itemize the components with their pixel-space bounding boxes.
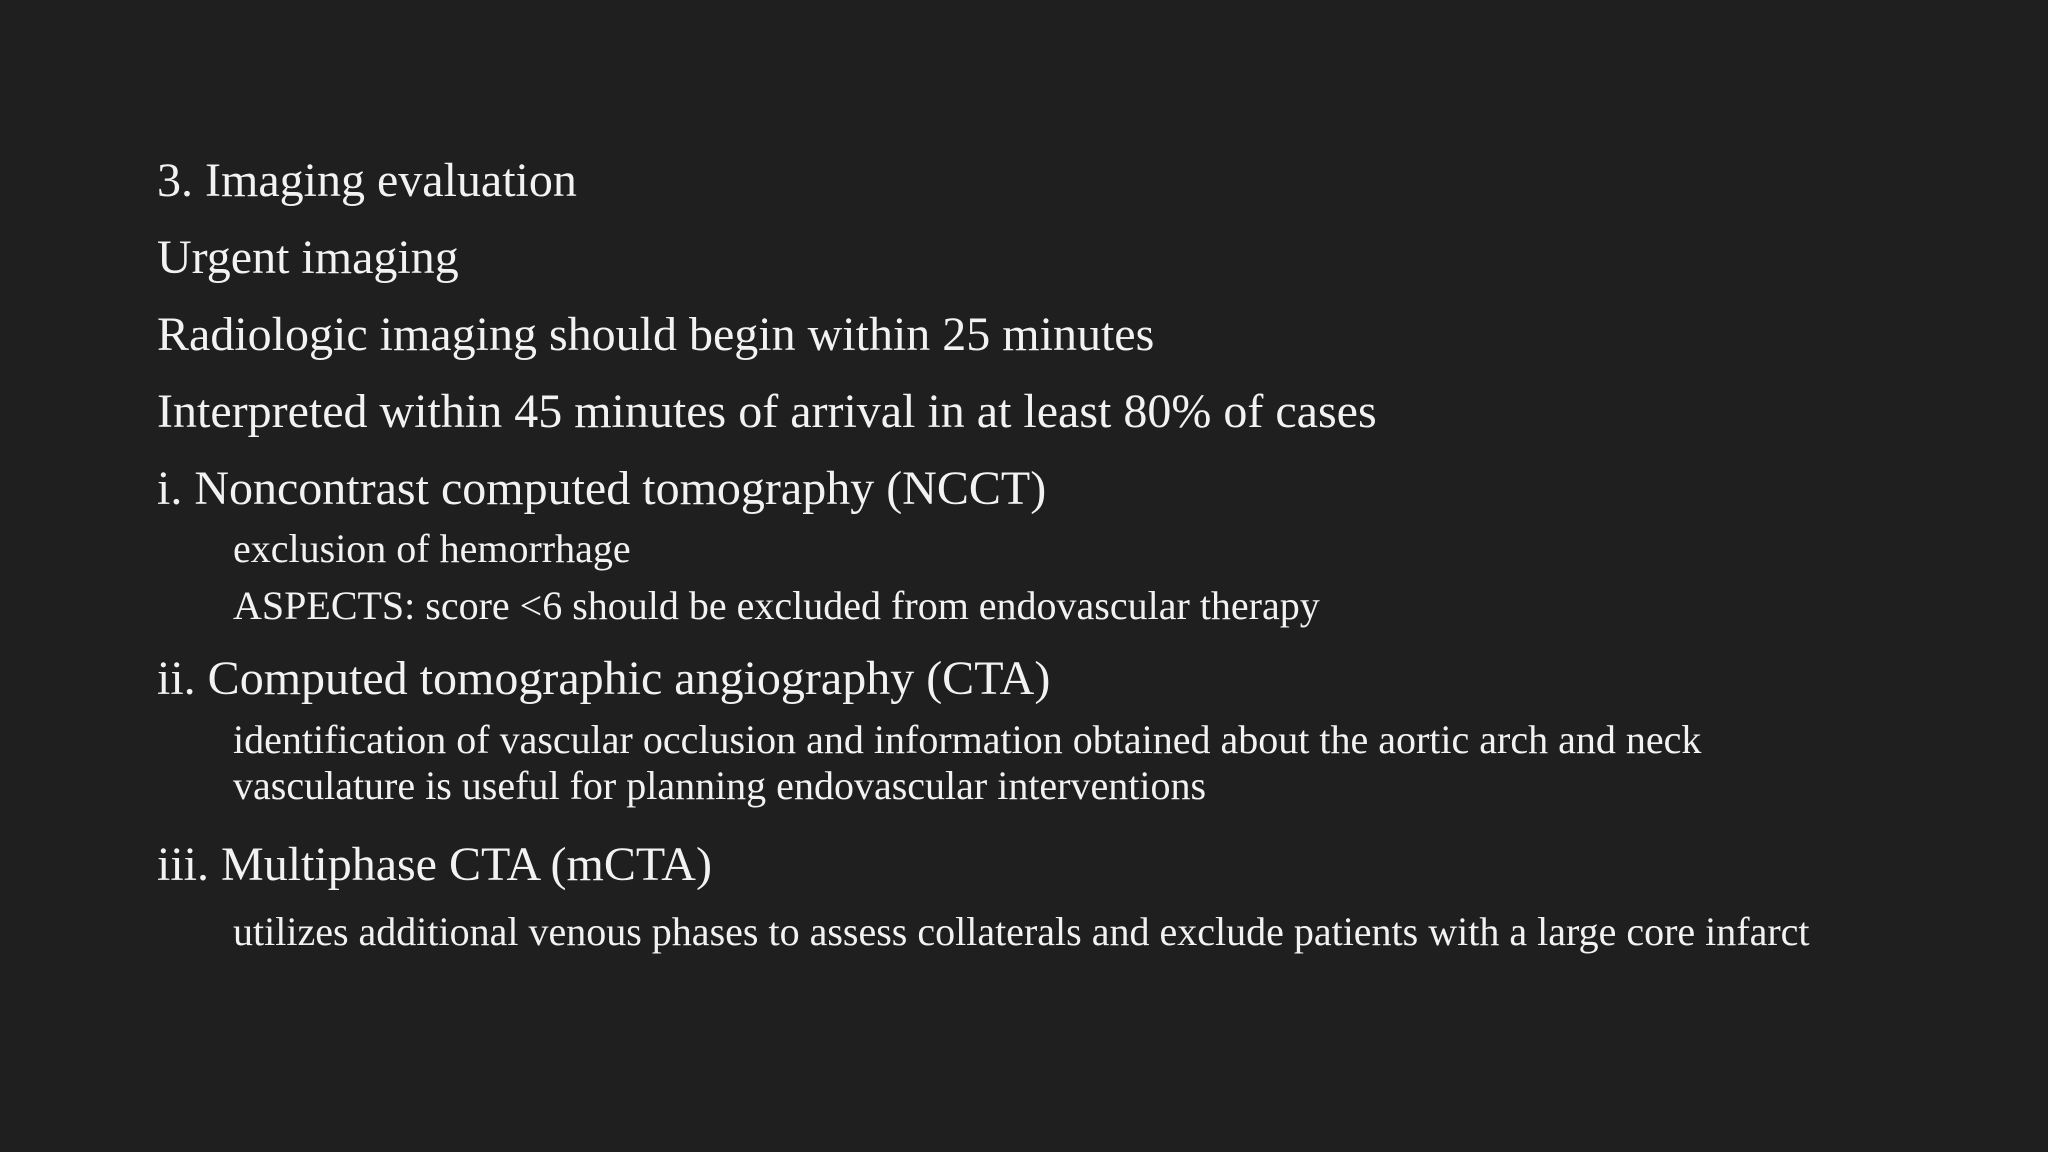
subsection-title-cta: ii. Computed tomographic angiography (CTA) (157, 652, 1051, 705)
bullet-text: exclusion of hemorrhage (233, 526, 631, 571)
subsection-title-ncct: i. Noncontrast computed tomography (NCCT) (157, 462, 1047, 515)
subsection-title-mcta: iii. Multiphase CTA (mCTA) (157, 838, 712, 891)
bullet-text: identification of vascular occlusion and information obtained about the aortic arch and neck vasculature is useful for planning endovascular interventions (233, 717, 1702, 808)
text-line: Radiologic imaging should begin within 25 minutes (157, 308, 1155, 361)
bullet-text: utilizes additional venous phases to assess collaterals and exclude patients with a large core infarct (233, 909, 1810, 954)
section-heading: 3. Imaging evaluation (157, 154, 577, 207)
text-line: Interpreted within 45 minutes of arrival in at least 80% of cases (157, 385, 1377, 438)
text-line: Urgent imaging (157, 231, 459, 284)
bullet-text: ASPECTS: score <6 should be excluded from endovascular therapy (233, 583, 1320, 628)
